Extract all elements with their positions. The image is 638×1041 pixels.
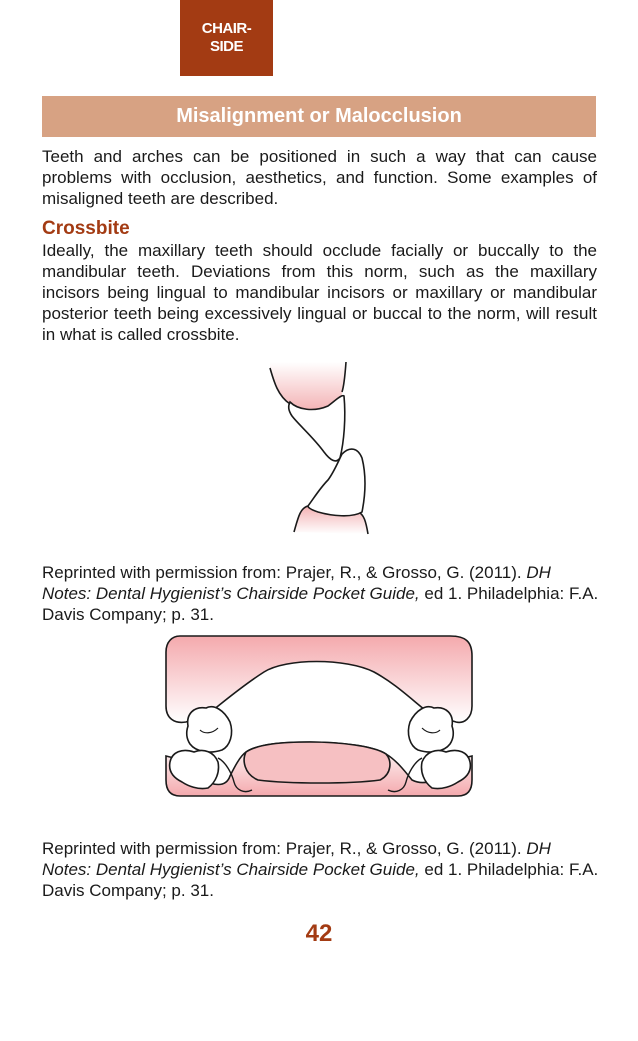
tab-line-1: CHAIR-	[201, 20, 252, 37]
tab-line-2: SIDE	[209, 38, 243, 55]
figure-2-credit-prefix: Reprinted with permission from: Prajer, R., & Grosso, G. (2011).	[42, 839, 527, 858]
figure-1-credit-prefix: Reprinted with permission from: Prajer, R., & Grosso, G. (2011).	[42, 563, 527, 582]
posterior-crossbite-illustration	[160, 630, 480, 830]
anterior-crossbite-illustration	[262, 362, 382, 542]
intro-paragraph: Teeth and arches can be positioned in such a way that can cause problems with occlusion, aesthetics, and function. Some examples of misaligned teeth are described.	[42, 147, 597, 208]
page-number: 42	[305, 920, 333, 947]
crossbite-heading: Crossbite	[42, 218, 130, 239]
figure-1-credit-suffix: ed 1. Philadelphia: F.A. Davis Company; p. 31.	[42, 584, 599, 624]
figure-1-credit	[42, 562, 602, 625]
crossbite-paragraph: Ideally, the maxillary teeth should occlude facially or buccally to the mandibular teeth. Deviations from this norm, such as the maxillary incisors being lingual to mandibular incisors or maxillary or mandibular posterior teeth being excessively lingual or buccal to the norm, will result in what is called crossbite.	[42, 241, 597, 344]
chairside-tab	[180, 0, 273, 76]
section-banner: Misalignment or Malocclusion	[42, 96, 596, 137]
figure-2-credit-suffix: ed 1. Philadelphia: F.A. Davis Company; p. 31.	[42, 860, 599, 900]
figure-1-credit-title: DH Notes: Dental Hygienist’s Chairside Pocket Guide,	[42, 563, 551, 603]
figure-2-credit	[42, 838, 602, 901]
figure-2-credit-title: DH Notes: Dental Hygienist’s Chairside Pocket Guide,	[42, 839, 551, 879]
